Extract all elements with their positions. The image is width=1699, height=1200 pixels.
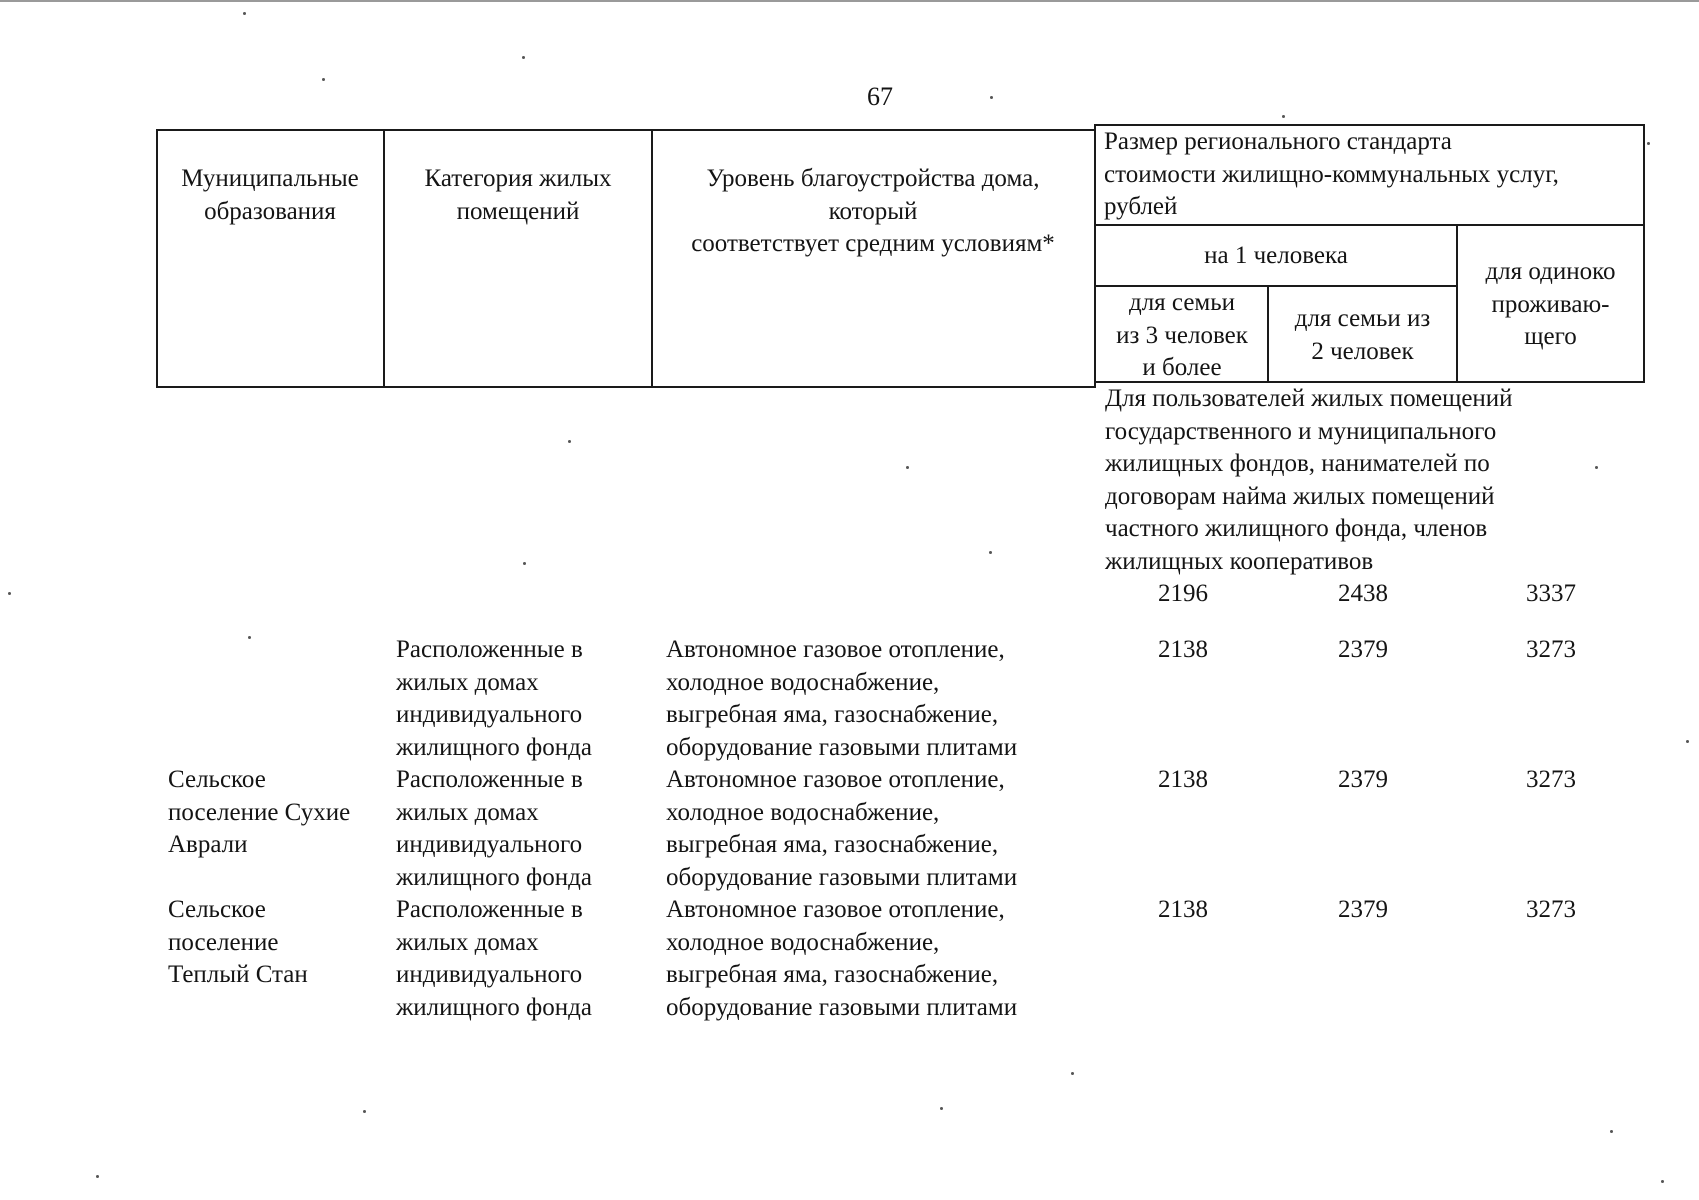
cell-line: Теплый Стан [168,961,308,988]
page-number: 67 [867,82,893,111]
header-text: для семьи [1128,289,1236,316]
cell-line: оборудование газовыми плитами [666,863,1018,891]
header-text: проживаю- [1491,290,1610,318]
row-value-family-3: 2138 [1158,766,1208,793]
header-category [387,163,649,228]
header-family-3 [1098,287,1266,385]
header-standard [1104,126,1640,224]
header-bottom-border [156,386,1096,388]
header-text: Муниципальные [181,165,359,192]
scan-speck [96,1175,99,1178]
header-vertical-border [1267,285,1269,383]
cell-line: индивидуального [396,961,583,988]
cell-line: холодное водоснабжение, [666,928,940,956]
header-text: который [828,197,918,225]
note-line: жилищных кооперативов [1105,547,1374,575]
summary-value-single: 3337 [1526,580,1576,607]
scan-speck [1610,1130,1613,1133]
scan-speck [990,96,993,99]
cell-line: жилых домах [396,668,539,696]
header-text: для одиноко [1485,258,1616,285]
header-text: образования [204,197,336,225]
scan-speck [989,551,992,554]
cell-line: выгребная яма, газоснабжение, [666,961,999,988]
row-value-family-3: 2138 [1158,636,1208,663]
header-text: помещений [456,197,580,225]
header-vertical-border [1456,224,1458,383]
scan-speck [1282,115,1285,118]
cell-line: жилищного фонда [396,733,592,761]
scan-speck [522,56,525,59]
header-vertical-border [1094,124,1096,388]
header-vertical-border [1643,124,1645,383]
cell-line: поселение [168,928,279,956]
summary-value-family-3: 2196 [1158,580,1208,607]
header-text: из 3 человек [1116,321,1248,349]
cell-line: холодное водоснабжение, [666,798,940,826]
header-per-person: на 1 человека [1204,242,1348,269]
scan-speck [940,1107,943,1110]
header-text: Уровень благоустройства дома, [706,165,1040,192]
header-text: стоимости жилищно-коммунальных услуг, [1104,160,1559,188]
group-note [1105,383,1625,578]
cell-line: выгребная яма, газоснабжение, [666,701,999,728]
summary-value-family-2: 2438 [1338,580,1388,607]
cell-line: Автономное газовое отопление, [666,766,1005,793]
row-category [396,894,646,1024]
note-line: государственного и муниципального [1105,417,1497,445]
row-value-single: 3273 [1526,896,1576,923]
scan-speck [1647,142,1650,145]
scan-top-edge [0,0,1699,2]
cell-line: жилых домах [396,928,539,956]
cell-line: индивидуального [396,831,583,858]
row-value-single: 3273 [1526,636,1576,663]
row-level [666,634,1091,764]
cell-line: Сельское [168,766,266,793]
cell-line: поселение Сухие [168,798,351,826]
scan-speck [322,78,325,81]
row-value-family-2: 2379 [1338,766,1388,793]
header-vertical-border [651,129,653,388]
header-text: соответствует средним условиям* [691,230,1055,257]
header-text: Размер регионального стандарта [1104,128,1452,155]
row-municipality [168,894,378,992]
header-top-border [156,129,1096,131]
row-category [396,764,646,894]
cell-line: жилых домах [396,798,539,826]
scan-speck [243,12,246,15]
scan-speck [8,592,11,595]
header-text: рублей [1104,193,1178,220]
cell-line: Расположенные в [396,766,583,793]
row-level [666,764,1091,894]
scan-speck [906,466,909,469]
cell-line: Автономное газовое отопление, [666,636,1005,663]
header-single [1459,256,1642,354]
cell-line: оборудование газовыми плитами [666,733,1018,761]
cell-line: оборудование газовыми плитами [666,993,1018,1021]
cell-line: Расположенные в [396,896,583,923]
header-vertical-border [383,129,385,388]
cell-line: выгребная яма, газоснабжение, [666,831,999,858]
row-value-family-2: 2379 [1338,896,1388,923]
scan-speck [248,636,251,639]
cell-line: холодное водоснабжение, [666,668,940,696]
row-category [396,634,646,764]
row-municipality [168,764,378,862]
cell-line: индивидуального [396,701,583,728]
row-value-family-2: 2379 [1338,636,1388,663]
cell-line: Сельское [168,896,266,923]
header-level [655,163,1091,261]
cell-line: Автономное газовое отопление, [666,896,1005,923]
header-text: Категория жилых [424,165,612,192]
cell-line: Аврали [168,831,248,858]
header-vertical-border [156,129,158,388]
row-value-single: 3273 [1526,766,1576,793]
header-inner-border [1096,224,1645,226]
note-line: Для пользователей жилых помещений [1105,385,1513,412]
header-text: щего [1524,323,1577,350]
header-text: и более [1142,354,1222,381]
scan-speck [1661,1180,1664,1183]
row-level [666,894,1091,1024]
header-text: 2 человек [1311,337,1414,365]
cell-line: жилищного фонда [396,863,592,891]
row-value-family-3: 2138 [1158,896,1208,923]
note-line: договорам найма жилых помещений [1105,482,1495,510]
cell-line: Расположенные в [396,636,583,663]
cell-line: жилищного фонда [396,993,592,1021]
scan-speck [1686,740,1689,743]
note-line: частного жилищного фонда, членов [1105,515,1488,542]
scan-speck [363,1110,366,1113]
note-line: жилищных фондов, нанимателей по [1105,450,1490,477]
header-family-2 [1270,303,1455,368]
header-text: для семьи из [1294,305,1431,332]
scan-speck [568,440,571,443]
scan-speck [1071,1072,1074,1075]
header-municipality [160,163,380,228]
scan-speck [523,562,526,565]
